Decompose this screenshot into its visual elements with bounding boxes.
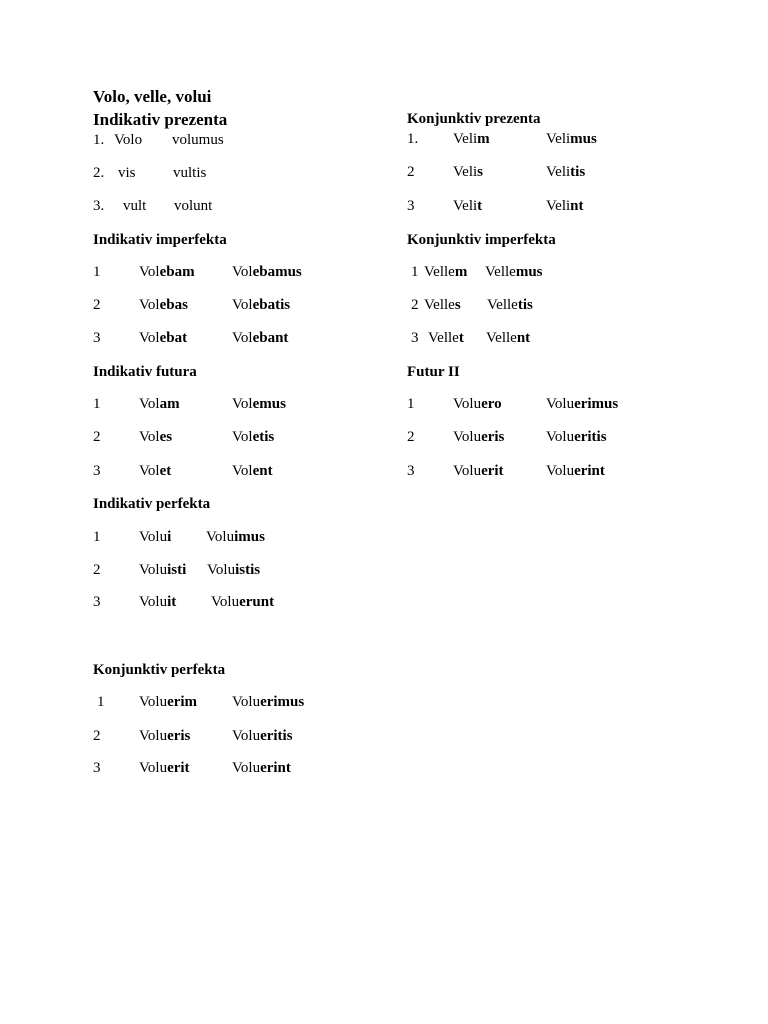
kon-perf-pl-3: Voluerint: [232, 760, 291, 776]
ind-impf-pl-3: Volebant: [232, 330, 289, 346]
ind-perf-heading: Indikativ perfekta: [93, 496, 211, 512]
ind-fut-pl-1: Volemus: [232, 396, 286, 412]
ind-impf-pl-2: Volebatis: [232, 297, 291, 313]
page-title: Volo, velle, volui: [93, 87, 212, 106]
ind-prez-heading: Indikativ prezenta: [93, 110, 228, 129]
kon-impf-pl-2: Velletis: [487, 297, 533, 313]
ind-perf-num-2: 2: [93, 562, 101, 578]
ind-fut-num-2: 2: [93, 429, 101, 445]
kon-prez-sg-1: Velim: [453, 131, 490, 147]
ind-prez-num-3: 3.: [93, 198, 105, 214]
ind-prez-num-2: 2.: [93, 165, 105, 181]
ind-fut-num-1: 1: [93, 396, 101, 412]
ind-impf-num-1: 1: [93, 264, 101, 280]
kon-impf-num-1: 1: [411, 264, 419, 280]
ind-prez-sg-3: vult: [123, 198, 147, 214]
kon-prez-num-1: 1.: [407, 131, 419, 147]
kon-prez-num-2: 2: [407, 164, 415, 180]
kon-perf-num-2: 2: [93, 728, 101, 744]
kon-prez-pl-3: Velint: [546, 198, 584, 214]
ind-prez-num-1: 1.: [93, 132, 105, 148]
ind-perf-num-3: 3: [93, 594, 101, 610]
kon-perf-num-3: 3: [93, 760, 101, 776]
ind-perf-pl-2: Voluistis: [207, 562, 261, 578]
fut2-pl-3: Voluerint: [546, 463, 605, 479]
ind-fut-num-3: 3: [93, 463, 101, 479]
fut2-pl-2: Volueritis: [546, 429, 607, 445]
ind-impf-num-2: 2: [93, 297, 101, 313]
kon-impf-num-2: 2: [411, 297, 419, 313]
kon-perf-sg-3: Voluerit: [139, 760, 190, 776]
fut2-heading: Futur II: [407, 364, 460, 380]
kon-impf-num-3: 3: [411, 330, 419, 346]
kon-prez-pl-2: Velitis: [546, 164, 586, 180]
ind-perf-sg-3: Voluit: [139, 594, 177, 610]
kon-perf-num-1: 1: [97, 694, 105, 710]
fut2-num-1: 1: [407, 396, 415, 412]
ind-fut-sg-2: Voles: [139, 429, 173, 445]
ind-perf-num-1: 1: [93, 529, 101, 545]
kon-impf-heading: Konjunktiv imperfekta: [407, 232, 556, 248]
kon-impf-pl-1: Vellemus: [485, 264, 543, 280]
ind-fut-sg-3: Volet: [139, 463, 172, 479]
ind-impf-heading: Indikativ imperfekta: [93, 232, 227, 248]
ind-impf-num-3: 3: [93, 330, 101, 346]
fut2-pl-1: Voluerimus: [546, 396, 619, 412]
ind-impf-sg-2: Volebas: [139, 297, 188, 313]
ind-perf-pl-1: Voluimus: [206, 529, 265, 545]
kon-perf-sg-2: Volueris: [139, 728, 191, 744]
ind-prez-sg-2: vis: [118, 165, 136, 181]
fut2-sg-2: Volueris: [453, 429, 505, 445]
ind-fut-heading: Indikativ futura: [93, 364, 197, 380]
kon-perf-sg-1: Voluerim: [139, 694, 198, 710]
kon-impf-sg-1: Vellem: [424, 264, 468, 280]
kon-prez-pl-1: Velimus: [546, 131, 597, 147]
kon-prez-sg-3: Velit: [453, 198, 483, 214]
kon-prez-heading: Konjunktiv prezenta: [407, 111, 541, 127]
ind-prez-pl-1: volumus: [172, 132, 224, 148]
ind-fut-pl-2: Voletis: [232, 429, 275, 445]
kon-prez-sg-2: Velis: [453, 164, 484, 180]
ind-perf-sg-1: Volui: [139, 529, 172, 545]
ind-impf-sg-3: Volebat: [139, 330, 188, 346]
ind-fut-pl-3: Volent: [232, 463, 273, 479]
ind-perf-pl-3: Voluerunt: [211, 594, 275, 610]
ind-prez-pl-2: vultis: [173, 165, 207, 181]
kon-prez-num-3: 3: [407, 198, 415, 214]
ind-prez-sg-1: Volo: [114, 132, 143, 148]
kon-impf-sg-3: Vellet: [428, 330, 464, 346]
fut2-sg-3: Voluerit: [453, 463, 504, 479]
ind-impf-sg-1: Volebam: [139, 264, 195, 280]
ind-fut-sg-1: Volam: [139, 396, 180, 412]
ind-impf-pl-1: Volebamus: [232, 264, 302, 280]
kon-perf-pl-1: Voluerimus: [232, 694, 305, 710]
kon-impf-pl-3: Vellent: [486, 330, 531, 346]
ind-prez-pl-3: volunt: [174, 198, 213, 214]
fut2-num-3: 3: [407, 463, 415, 479]
ind-perf-sg-2: Voluisti: [139, 562, 187, 578]
kon-perf-pl-2: Volueritis: [232, 728, 293, 744]
kon-impf-sg-2: Velles: [424, 297, 461, 313]
fut2-sg-1: Voluero: [453, 396, 502, 412]
fut2-num-2: 2: [407, 429, 415, 445]
kon-perf-heading: Konjunktiv perfekta: [93, 662, 226, 678]
